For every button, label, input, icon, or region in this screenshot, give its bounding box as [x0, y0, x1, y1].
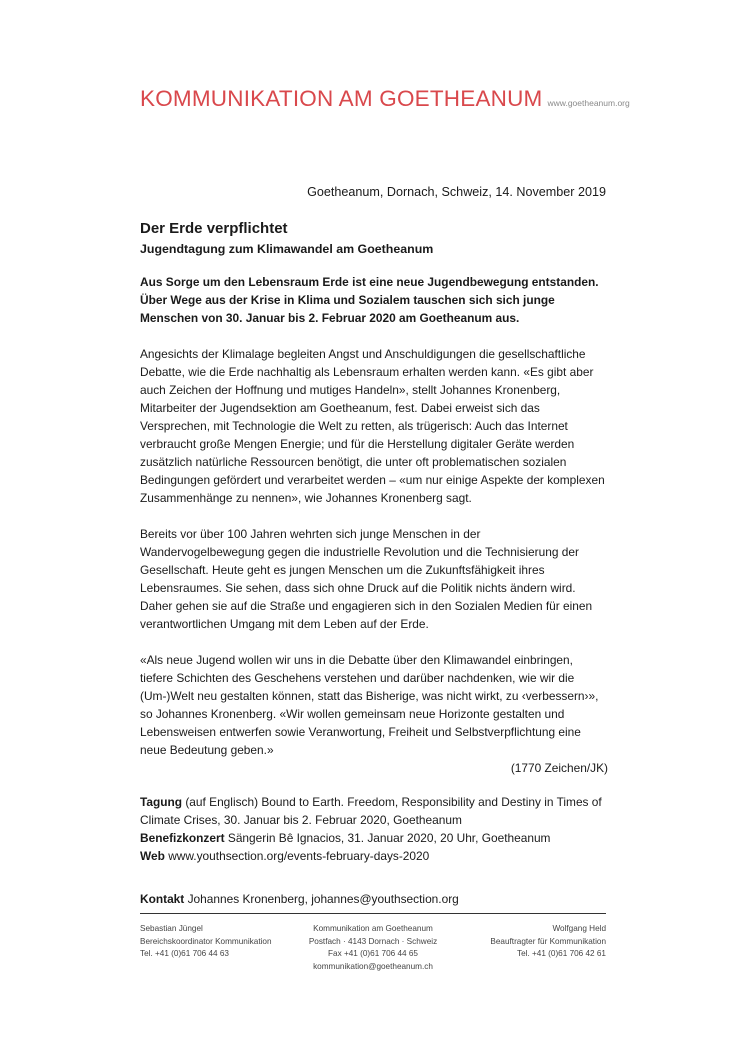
footer-left-name: Sebastian Jüngel: [140, 924, 203, 933]
article-paragraph-1: Angesichts der Klimalage begleiten Angst und Anschuldigungen die gesellschaftliche Debatte, wie die Erde nachhaltig als Lebensraum erhalten werden kann. «Es gibt aber auch Zeichen der Hoffnung und mutiges Handeln», stellt Johannes Kronenberg, Mitarbeiter der Jugendsektion am Goetheanum, fest. Dabei erweist sich das Versprechen, mit Technologie die Welt zu retten, als trügerisch: Auch das Internet verbraucht große Mengen Energie; und für die Herstellung digitaler Geräte werden zusätzlich natürliche Ressourcen benötigt, die unter oft problematischen sozialen Bedingungen gefördert und verarbeitet werden – «um nur einige Aspekte der komplexen Zusammenhänge zu nennen», wie Johannes Kronenberg sagt.: [140, 347, 605, 505]
konzert-text: Sängerin Bê Ignacios, 31. Januar 2020, 20 Uhr, Goetheanum: [224, 831, 551, 845]
web-label: Web: [140, 849, 165, 863]
tagung-text: (auf Englisch) Bound to Earth. Freedom, Responsibility and Destiny in Times of Climate Crises, 30. Januar bis 2. Februar 2020, Goetheanum: [140, 795, 602, 827]
contact-line: [140, 892, 459, 906]
footer-right-role: Beauftragter für Kommunikation: [490, 936, 606, 946]
article-subtitle: Jugendtagung zum Klimawandel am Goetheanum: [140, 242, 434, 256]
article-paragraph-2: Bereits vor über 100 Jahren wehrten sich junge Menschen in der Wandervogelbewegung gegen die industrielle Revolution und die Technisierung der Gesellschaft. Heute geht es jungen Menschen um die Zukunftsfähigkeit ihres Lebensraumes. Sie sehen, dass sich ohne Druck auf die Politik nichts ändern wird. Daher gehen sie auf die Straße und engagieren sich in den Sozialen Medien für einen verantwortlichen Umgang mit dem Leben auf der Erde.: [140, 527, 593, 631]
tagung-label: Tagung: [140, 795, 183, 809]
brand-name: KOMMUNIKATION AM GOETHEANUM: [140, 86, 543, 111]
footer-left-phone: Tel. +41 (0)61 706 44 63: [140, 949, 229, 958]
footer-center-address: Postfach · 4143 Dornach · Schweiz: [308, 936, 438, 946]
footer-center-email[interactable]: kommunikation@goetheanum.ch: [313, 961, 433, 971]
footer-divider: [140, 913, 606, 914]
konzert-label: Benefizkonzert: [140, 831, 225, 845]
article-lead: Aus Sorge um den Lebensraum Erde ist eine neue Jugendbewegung entstanden. Über Wege aus der Krise in Klima und Sozialem tauschen sich sich junge Menschen von 30. Januar bis 2. Februar 2020 am Goetheanum aus.: [140, 275, 599, 325]
brand-url: www.goetheanum.org: [547, 98, 630, 108]
event-info-web: [140, 847, 608, 865]
footer-left-contact: [140, 923, 272, 961]
footer-center-contact: [300, 923, 446, 973]
footer-right-phone: Tel. +41 (0)61 706 42 61: [517, 949, 606, 958]
dateline: Goetheanum, Dornach, Schweiz, 14. November 2019: [307, 185, 606, 199]
article-body: [140, 218, 608, 865]
footer-left-role: Bereichskoordinator Kommunikation: [140, 936, 272, 946]
footer-right-contact: [490, 923, 606, 961]
article-paragraph-3: «Als neue Jugend wollen wir uns in die Debatte über den Klimawandel einbringen, tiefere Schichten des Geschehens verstehen und darüber nachdenken, wie wir die (Um-)Welt neu gestalten können, statt das Bisherige, was nicht wirkt, zu ‹verbessern›», so Johannes Kronenberg. «Wir wollen gemeinsam neue Horizonte gestalten und Lebensweisen entwerfen sowie Veranwortung, Freiheit und Selbstverpflichtung eine neue Bedeutung geben.»: [140, 653, 599, 757]
footer-center-org: Kommunikation am Goetheanum: [313, 924, 433, 933]
event-info-konzert: [140, 829, 608, 847]
footer-right-name: Wolfgang Held: [552, 924, 606, 933]
event-info-tagung: [140, 793, 608, 829]
contact-text[interactable]: Johannes Kronenberg, johannes@youthsection.org: [184, 892, 459, 906]
contact-label: Kontakt: [140, 892, 185, 906]
web-link[interactable]: www.youthsection.org/events-february-days-2020: [164, 849, 430, 863]
character-count-signature: (1770 Zeichen/JK): [510, 761, 608, 775]
article-title: Der Erde verpflichtet: [140, 220, 288, 237]
footer-center-fax: Fax +41 (0)61 706 44 65: [328, 949, 418, 958]
brand-header: [140, 86, 630, 112]
